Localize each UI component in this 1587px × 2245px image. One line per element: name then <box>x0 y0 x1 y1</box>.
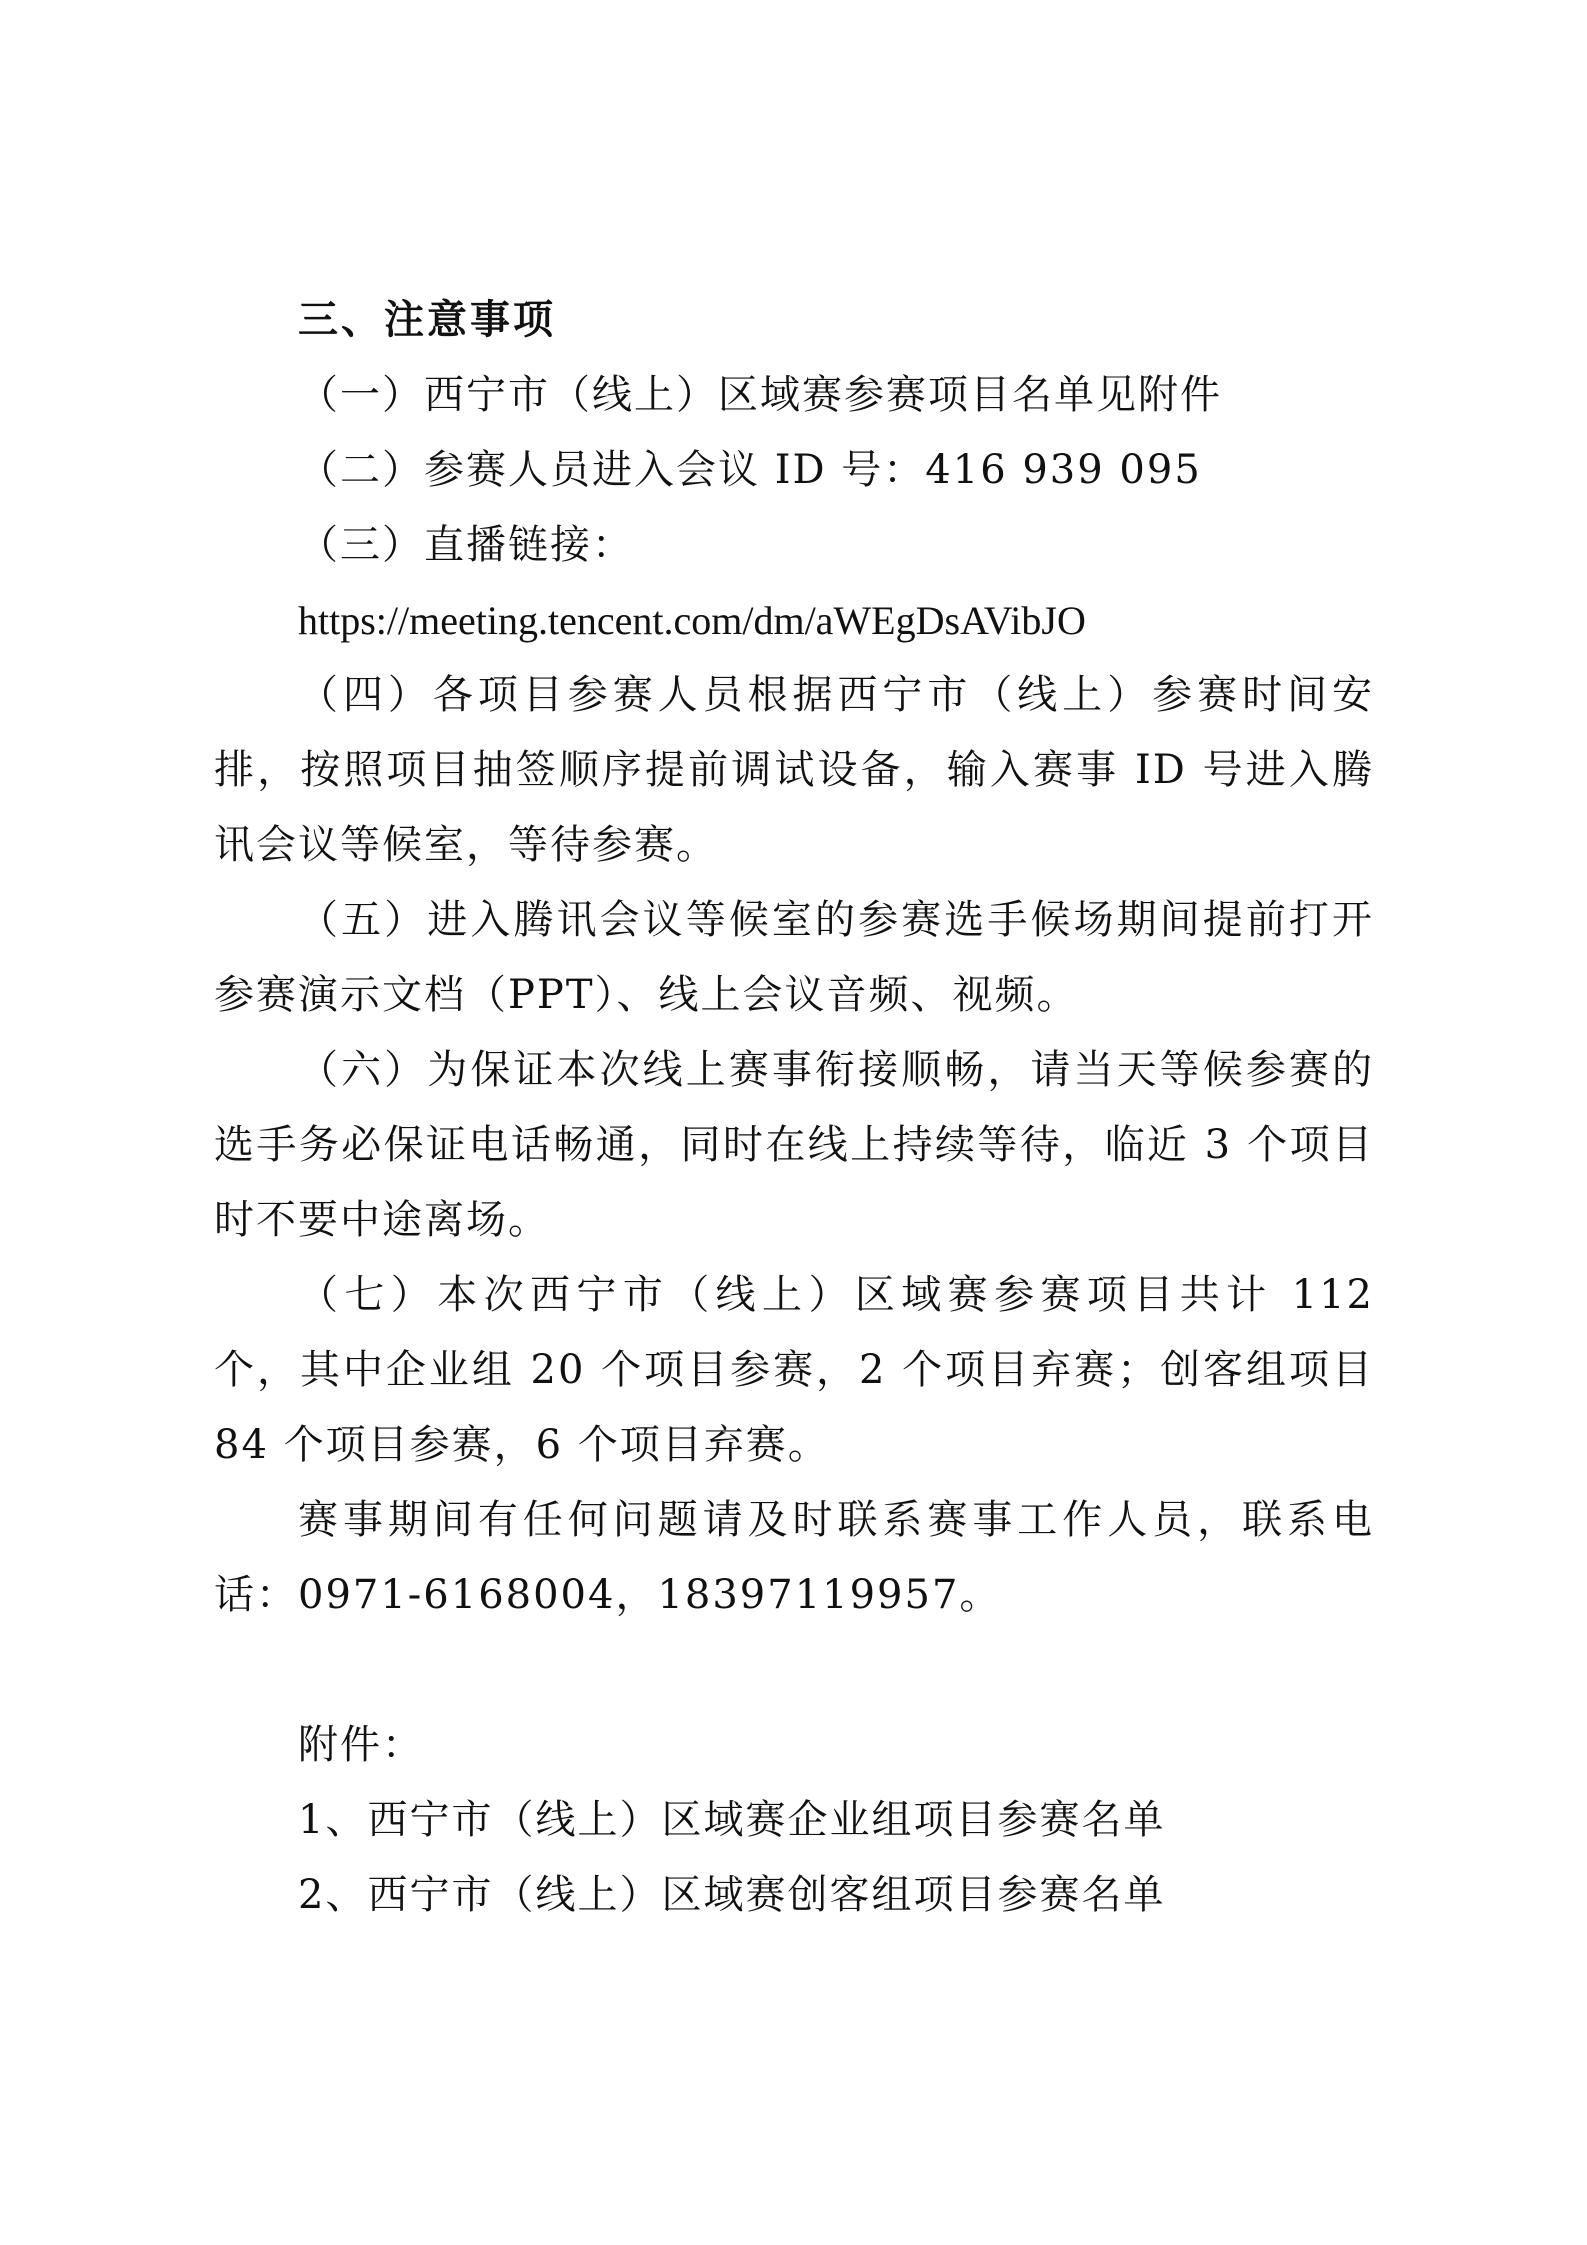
section-title: 三、注意事项 <box>298 297 556 343</box>
paragraph-item-5: （五）进入腾讯会议等候室的参赛选手候场期间提前打开参赛演示文档（PPT）、线上会议音频、视频。 <box>214 897 1374 1018</box>
document-body <box>214 283 1374 1933</box>
paragraph-item-1: （一）西宁市（线上）区域赛参赛项目名单见附件 <box>298 372 1222 418</box>
paragraph-item-4: （四）各项目参赛人员根据西宁市（线上）参赛时间安排，按照项目抽签顺序提前调试设备，输入赛事 ID 号进入腾讯会议等候室，等待参赛。 <box>214 672 1374 868</box>
paragraph-item-2: （二）参赛人员进入会议 ID 号：416 939 095 <box>298 447 1202 493</box>
paragraph-item-3: （三）直播链接： <box>298 522 634 568</box>
contact-paragraph: 赛事期间有任何问题请及时联系赛事工作人员，联系电话：0971-6168004，18397119957。 <box>214 1497 1374 1618</box>
paragraph-item-7: （七）本次西宁市（线上）区域赛参赛项目共计 112 个，其中企业组 20 个项目参赛，2 个项目弃赛；创客组项目 84 个项目参赛，6 个项目弃赛。 <box>214 1272 1374 1468</box>
live-stream-link[interactable]: https://meeting.tencent.com/dm/aWEgDsAVibJO <box>298 598 1086 643</box>
paragraph-item-6: （六）为保证本次线上赛事衔接顺畅，请当天等候参赛的选手务必保证电话畅通，同时在线上持续等待，临近 3 个项目时不要中途离场。 <box>214 1047 1374 1243</box>
attachments-label: 附件： <box>298 1722 424 1768</box>
attachment-item-1: 1、西宁市（线上）区域赛企业组项目参赛名单 <box>298 1797 1166 1843</box>
attachment-item-2: 2、西宁市（线上）区域赛创客组项目参赛名单 <box>298 1872 1166 1918</box>
spacer <box>214 1633 1374 1708</box>
